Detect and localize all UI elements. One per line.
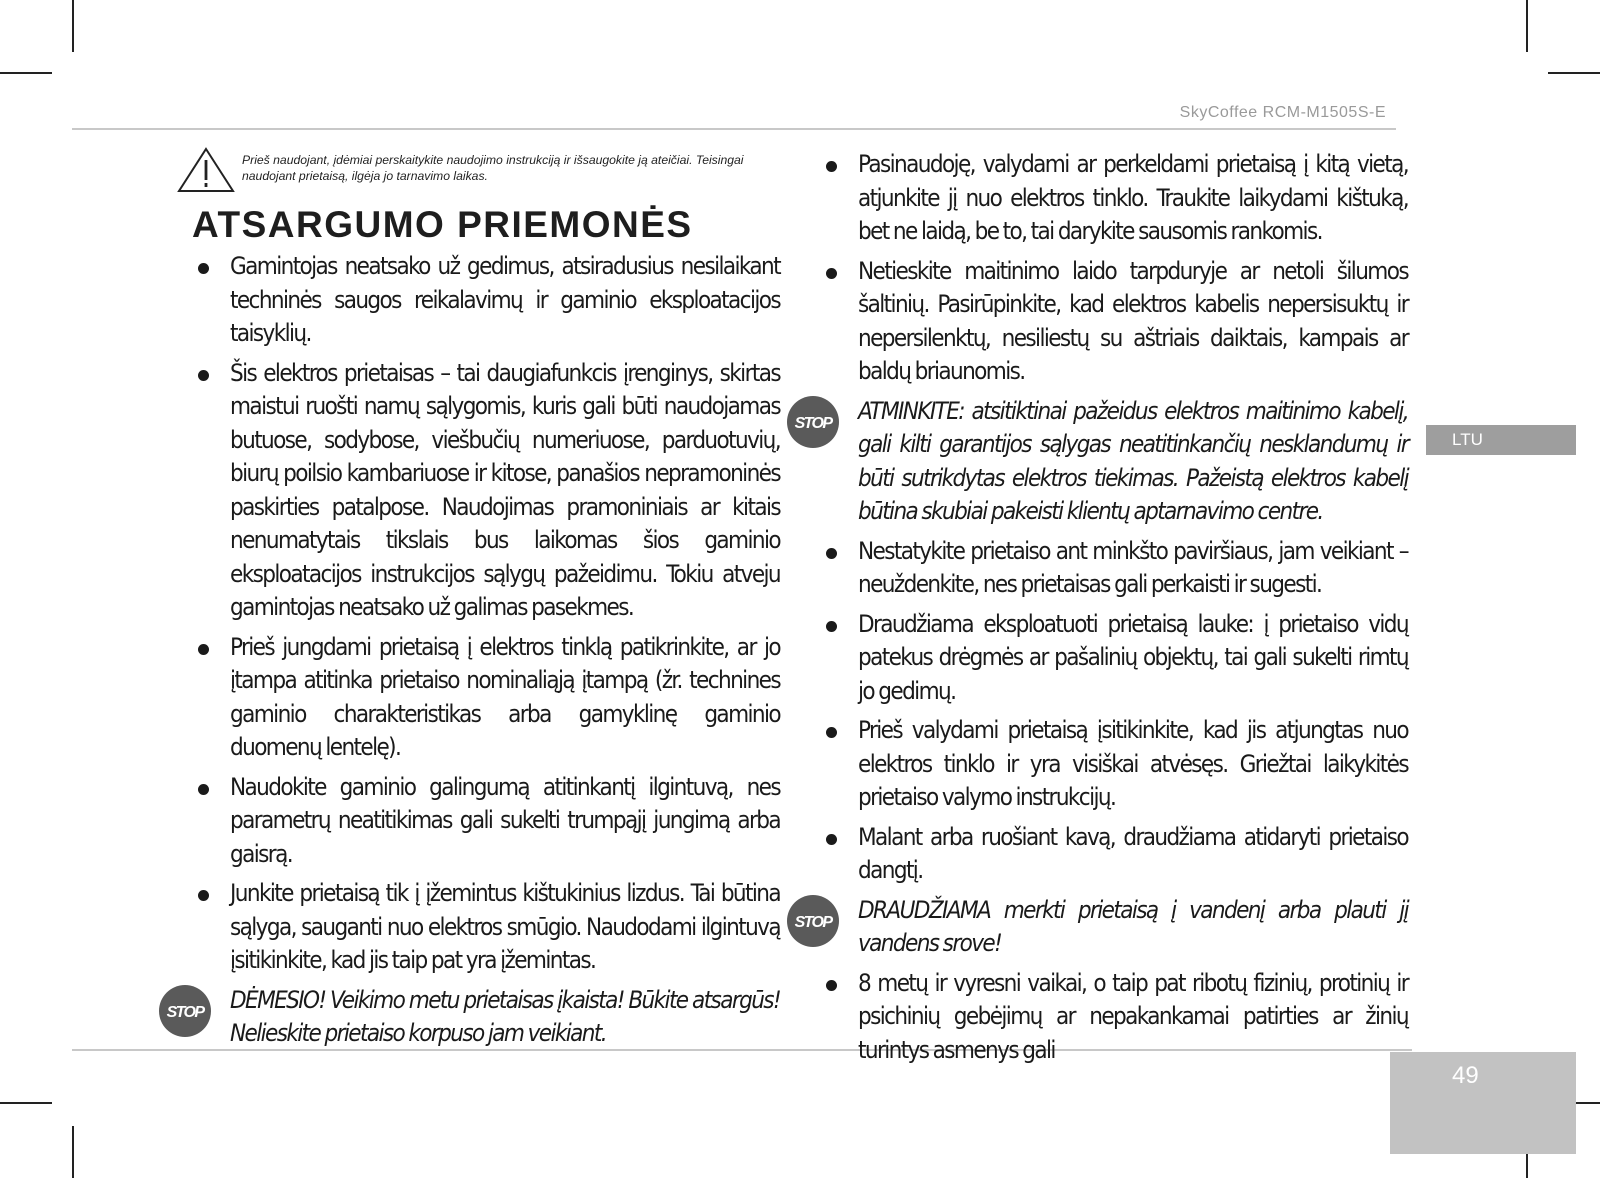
item-text: ATMINKITE: atsitiktinai pažeidus elektros maitinimo kabelį, gali kilti garantijos sąlygas neatitinkančių nesklandumų ir būti sutrikdytas elektros tiekimas. Pažeistą elektros kabelį būtina skubiai pakeisti klientų aptarnavimo centre. [858, 396, 1408, 525]
bullet-icon [826, 161, 837, 172]
item-text: Malant arba ruošiant kavą, draudžiama atidaryti prietaiso dangtį. [858, 822, 1408, 884]
bullet-icon [826, 727, 837, 738]
item-text: 8 metų ir vyresni vaikai, o taip pat ribotų fizinių, protinių ir psichinių gebėjimų ar nepakankamai patirties ar žinių turintys asmenys gali [858, 968, 1408, 1064]
stop-icon [158, 984, 212, 1038]
stop-icon [786, 894, 840, 948]
item-text: Šis elektros prietaisas – tai daugiafunkcis įrenginys, skirtas maistui ruošti namų sąlygomis, kuris gali būti naudojamas butuose, sodybose, viešbučių numeriuose, parduotuvių, biurų poilsio kambariuose ir kitose, panašios nepramoninės paskirties patalpose. Naudojimas pramoniniais ar kitais nenumatytais tikslais bus laikomas šios gaminio eksploatacijos instrukcijos sąlygų pažeidimu. Tokiu atveju gamintojas neatsako už galimas pasekmes. [230, 358, 780, 621]
right-items-list [788, 148, 1408, 1067]
crop-mark [72, 0, 74, 52]
crop-mark [0, 1102, 52, 1104]
list-item [788, 714, 1408, 815]
stop-warning-item [788, 894, 1408, 961]
stop-icon-label: STOP [794, 414, 832, 432]
stop-icon-label: STOP [794, 913, 832, 931]
list-item [788, 535, 1408, 602]
list-item [160, 631, 780, 765]
page-number: 49 [1452, 1062, 1479, 1089]
crop-mark [72, 1126, 74, 1178]
list-item [160, 250, 780, 351]
bullet-icon [198, 370, 209, 381]
bullet-icon [198, 890, 209, 901]
list-item [160, 877, 780, 978]
bullet-icon [826, 980, 837, 991]
stop-warning-item [788, 395, 1408, 529]
list-item [160, 357, 780, 625]
item-text: Gamintojas neatsako už gedimus, atsiradusius nesilaikant techninės saugos reikalavimų ir gaminio eksploatacijos taisyklių. [230, 252, 780, 347]
bullet-icon [826, 268, 837, 279]
warning-triangle-icon [176, 146, 236, 194]
item-text: Pasinaudoję, valydami ar perkeldami prietaisą į kitą vietą, atjunkite jį nuo elektros tinklo. Traukite laikydami kištuką, bet ne laidą, be to, tai darykite sausomis rankomis. [858, 150, 1408, 245]
stop-icon-label: STOP [166, 1003, 204, 1021]
list-item [788, 967, 1408, 1068]
bullet-icon [826, 834, 837, 845]
item-text: Prieš valydami prietaisą įsitikinkite, kad jis atjungtas nuo elektros tinklo ir yra visiškai atvėsęs. Griežtai laikykitės prietaiso valymo instrukcijų. [858, 716, 1408, 811]
page-number-box [1390, 1052, 1576, 1154]
item-text: Netieskite maitinimo laido tarpduryje ar netoli šilumos šaltinių. Pasirūpinkite, kad elektros kabelis nepersisuktų ir nepersilenktų, nesiliestų su aštriais daiktais, kampais ar baldų briaunomis. [858, 256, 1408, 385]
section-title: ATSARGUMO PRIEMONĖS [192, 204, 693, 245]
warning-note-text: Prieš naudojant, įdėmiai perskaitykite naudojimo instrukciją ir išsaugokite ją ateičiai. Teisingai naudojant prietaisą, ilgėja jo tarnavimo laikas. [242, 153, 744, 183]
bullet-icon [198, 263, 209, 274]
header-divider [72, 128, 1396, 130]
left-items-list [160, 250, 780, 1051]
list-item [160, 771, 780, 872]
header-model-name: SkyCoffee RCM-M1505S-E [1179, 104, 1386, 121]
item-text: Nestatykite prietaiso ant minkšto paviršiaus, jam veikiant – neuždenkite, nes prietaisas gali perkaisti ir sugesti. [858, 536, 1408, 598]
item-text: DĖMESIO! Veikimo metu prietaisas įkaista! Būkite atsargūs! Nelieskite prietaiso korpuso jam veikiant. [230, 985, 780, 1047]
stop-icon [786, 395, 840, 449]
bullet-icon [198, 784, 209, 795]
list-item [788, 255, 1408, 389]
warning-note [176, 146, 780, 196]
stop-warning-item [160, 984, 780, 1051]
crop-mark [1548, 72, 1600, 74]
bullet-icon [826, 621, 837, 632]
item-text: Naudokite gaminio galingumą atitinkantį ilgintuvą, nes parametrų neatitikimas gali sukelti trumpąjį jungimą arba gaisrą. [230, 772, 780, 868]
crop-mark [1526, 0, 1528, 52]
list-item [788, 608, 1408, 709]
bullet-icon [198, 644, 209, 655]
list-item [788, 148, 1408, 249]
item-text: DRAUDŽIAMA merkti prietaisą į vandenį arba plauti jį vandens srove! [858, 895, 1408, 957]
left-column [160, 146, 780, 1057]
language-tab: LTU [1426, 425, 1576, 455]
item-text: Junkite prietaisą tik į įžemintus kištukinius lizdus. Tai būtina sąlyga, sauganti nuo elektros smūgio. Naudodami ilgintuvą įsitikinkite, kad jis taip pat yra įžemintas. [230, 879, 780, 974]
item-text: Prieš jungdami prietaisą į elektros tinklą patikrinkite, ar jo įtampa atitinka prietaiso nominaliąją įtampą (žr. technines gaminio charakteristikas arba gamyklinę gaminio duomenų lentelę). [230, 632, 780, 761]
bullet-icon [826, 548, 837, 559]
item-text: Draudžiama eksploatuoti prietaisą lauke: į prietaiso vidų patekus drėgmės ar pašalinių objektų, tai gali sukelti rimtų jo gedimų. [858, 609, 1408, 705]
crop-mark [0, 72, 52, 74]
list-item [788, 821, 1408, 888]
right-column [788, 148, 1408, 1073]
